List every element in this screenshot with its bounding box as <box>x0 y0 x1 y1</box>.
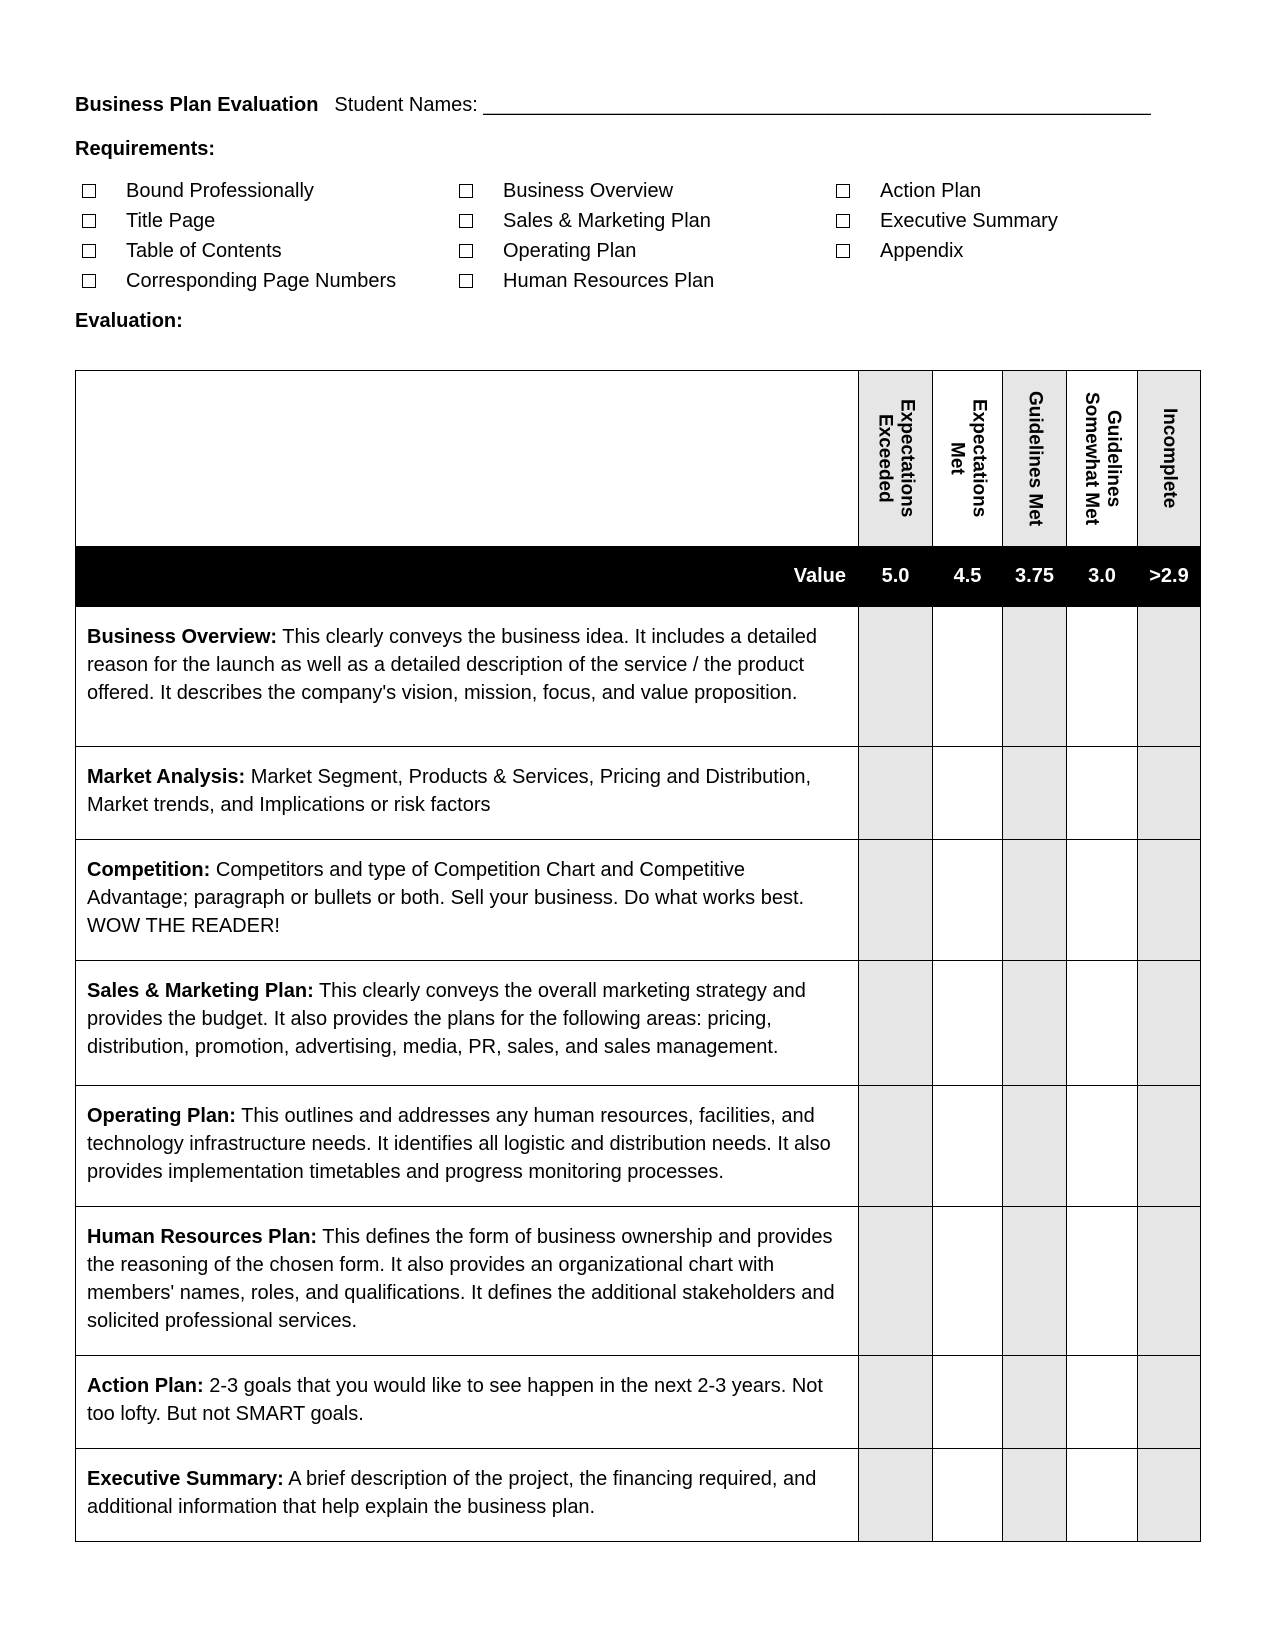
score-cell[interactable] <box>933 840 1003 961</box>
score-cell[interactable] <box>859 1207 933 1356</box>
criterion-description <box>76 607 859 747</box>
requirement-label: Title Page <box>126 209 216 232</box>
criterion-description <box>76 747 859 840</box>
score-cell[interactable] <box>1067 1086 1138 1207</box>
criterion-text: This clearly conveys the overall marketing strategy and provides the budget. It also provides the plans for the following areas: pricing, distribution, promotion, advertising, media, PR, sales, and sales management. <box>87 980 806 1058</box>
criterion-description <box>76 1356 859 1449</box>
criterion-row <box>76 1207 1201 1356</box>
requirement-label: Business Overview <box>503 179 674 202</box>
requirement-label: Corresponding Page Numbers <box>126 269 397 292</box>
requirements-column <box>829 176 1129 296</box>
requirements-column <box>75 176 452 296</box>
score-cell[interactable] <box>1138 840 1201 961</box>
score-cell[interactable] <box>1003 840 1067 961</box>
score-cell[interactable] <box>859 1449 933 1542</box>
criterion-text: This clearly conveys the business idea. It includes a detailed reason for the launch as well as a detailed description of the service / the product offered. It describes the company's vision, mission, focus, and value proposition. <box>87 626 818 704</box>
score-cell[interactable] <box>1067 1356 1138 1449</box>
score-cell[interactable] <box>1138 1086 1201 1207</box>
evaluation-label: Evaluation: <box>75 310 183 332</box>
checkbox-icon[interactable] <box>459 184 473 198</box>
checkbox-icon[interactable] <box>836 184 850 198</box>
score-cell[interactable] <box>1138 1449 1201 1542</box>
checkbox-icon[interactable] <box>836 244 850 258</box>
criterion-row <box>76 747 1201 840</box>
criterion-title: Competition: <box>87 859 211 881</box>
col-header-incomplete: Incomplete <box>1138 371 1201 547</box>
col-header-expectations-met: Expectations Met <box>933 371 1003 547</box>
score-cell[interactable] <box>1067 1449 1138 1542</box>
score-cell[interactable] <box>1067 1207 1138 1356</box>
criterion-description <box>76 1449 859 1542</box>
value-cell: 3.0 <box>1067 547 1138 607</box>
requirement-item[interactable] <box>829 176 1129 206</box>
requirements-label: Requirements: <box>75 138 216 160</box>
value-cell: 4.5 <box>933 547 1003 607</box>
requirement-item[interactable] <box>452 206 829 236</box>
criterion-title: Operating Plan: <box>87 1105 236 1127</box>
score-cell[interactable] <box>933 1449 1003 1542</box>
criterion-title: Sales & Marketing Plan: <box>87 980 314 1002</box>
score-cell[interactable] <box>859 1086 933 1207</box>
requirement-item[interactable] <box>452 266 829 296</box>
col-header-guidelines-somewhat-met: Guidelines Somewhat Met <box>1067 371 1138 547</box>
criterion-title: Human Resources Plan: <box>87 1226 318 1248</box>
criterion-text: A brief description of the project, the financing required, and additional information that help explain the business plan. <box>87 1468 817 1518</box>
score-cell[interactable] <box>933 1356 1003 1449</box>
requirement-label: Action Plan <box>880 179 982 202</box>
document-page <box>75 90 1200 336</box>
criterion-description <box>76 840 859 961</box>
score-cell[interactable] <box>1067 961 1138 1086</box>
score-cell[interactable] <box>859 961 933 1086</box>
checkbox-icon[interactable] <box>82 274 96 288</box>
checkbox-icon[interactable] <box>82 184 96 198</box>
criterion-row <box>76 840 1201 961</box>
requirement-label: Human Resources Plan <box>503 269 715 292</box>
value-cell: 5.0 <box>859 547 933 607</box>
requirement-item[interactable] <box>452 236 829 266</box>
score-cell[interactable] <box>859 747 933 840</box>
requirement-item[interactable] <box>75 266 452 296</box>
rubric-header-row <box>76 371 1201 547</box>
score-cell[interactable] <box>933 747 1003 840</box>
evaluation-rubric-table <box>75 370 1201 1542</box>
col-header-expectations-exceeded: Expectations Exceeded <box>859 371 933 547</box>
score-cell[interactable] <box>1138 607 1201 747</box>
criterion-text: This outlines and addresses any human resources, facilities, and technology infrastructure needs. It identifies all logistic and distribution needs. It also provides implementation timetables and progress monitoring processes. <box>87 1105 831 1183</box>
criterion-description <box>76 1207 859 1356</box>
score-cell[interactable] <box>1138 961 1201 1086</box>
score-cell[interactable] <box>859 840 933 961</box>
value-cell: >2.9 <box>1138 547 1201 607</box>
score-cell[interactable] <box>1138 1207 1201 1356</box>
value-label: Value <box>76 547 859 607</box>
requirement-item[interactable] <box>829 206 1129 236</box>
title-line <box>75 90 1200 120</box>
criterion-description <box>76 961 859 1086</box>
score-cell[interactable] <box>859 607 933 747</box>
score-cell[interactable] <box>1138 747 1201 840</box>
criterion-title: Action Plan: <box>87 1375 204 1397</box>
value-row <box>76 547 1201 607</box>
criterion-title: Executive Summary: <box>87 1468 284 1490</box>
requirement-label: Table of Contents <box>126 239 282 262</box>
checkbox-icon[interactable] <box>459 274 473 288</box>
checkbox-icon[interactable] <box>82 244 96 258</box>
requirement-label: Operating Plan <box>503 239 637 262</box>
criterion-text: 2-3 goals that you would like to see happen in the next 2-3 years. Not too lofty. But not SMART goals. <box>87 1375 823 1425</box>
criterion-row <box>76 1086 1201 1207</box>
requirement-label: Executive Summary <box>880 209 1058 232</box>
score-cell[interactable] <box>933 607 1003 747</box>
requirement-label: Bound Professionally <box>126 179 314 202</box>
checkbox-icon[interactable] <box>82 214 96 228</box>
score-cell[interactable] <box>1067 840 1138 961</box>
criterion-title: Business Overview: <box>87 626 278 648</box>
criterion-text: This defines the form of business ownership and provides the reasoning of the chosen form. It also provides an organizational chart with members' names, roles, and qualifications. It defines the additional stakeholders and solicited professional services. <box>87 1226 835 1332</box>
score-cell[interactable] <box>933 1086 1003 1207</box>
score-cell[interactable] <box>1003 607 1067 747</box>
requirement-item[interactable] <box>75 206 452 236</box>
requirements-column <box>452 176 829 296</box>
checkbox-icon[interactable] <box>459 214 473 228</box>
student-names-field[interactable]: Student Names: ____________________________________________________________ <box>334 94 1151 116</box>
requirement-label: Sales & Marketing Plan <box>503 209 711 232</box>
score-cell[interactable] <box>1003 1207 1067 1356</box>
criterion-row <box>76 961 1201 1086</box>
document-title: Business Plan Evaluation <box>75 94 319 116</box>
score-cell[interactable] <box>1003 1356 1067 1449</box>
criterion-row <box>76 1449 1201 1542</box>
score-cell[interactable] <box>933 961 1003 1086</box>
score-cell[interactable] <box>933 1207 1003 1356</box>
requirement-item[interactable] <box>75 176 452 206</box>
criterion-row <box>76 607 1201 747</box>
rubric-header-blank <box>76 371 859 547</box>
criterion-title: Market Analysis: <box>87 766 246 788</box>
score-cell[interactable] <box>1067 607 1138 747</box>
requirement-label: Appendix <box>880 239 964 262</box>
requirement-item[interactable] <box>452 176 829 206</box>
criterion-description <box>76 1086 859 1207</box>
score-cell[interactable] <box>1138 1356 1201 1449</box>
checkbox-icon[interactable] <box>836 214 850 228</box>
criterion-text: Market Segment, Products & Services, Pricing and Distribution, Market trends, and Implications or risk factors <box>87 766 812 816</box>
requirements-checklist <box>75 176 1200 296</box>
score-cell[interactable] <box>1003 961 1067 1086</box>
score-cell[interactable] <box>1003 1449 1067 1542</box>
requirement-item[interactable] <box>75 236 452 266</box>
value-cell: 3.75 <box>1003 547 1067 607</box>
score-cell[interactable] <box>1003 747 1067 840</box>
checkbox-icon[interactable] <box>459 244 473 258</box>
score-cell[interactable] <box>1067 747 1138 840</box>
score-cell[interactable] <box>859 1356 933 1449</box>
requirement-item[interactable] <box>829 236 1129 266</box>
criterion-text: Competitors and type of Competition Chart and Competitive Advantage; paragraph or bullets or both. Sell your business. Do what works best. WOW THE READER! <box>87 859 805 937</box>
score-cell[interactable] <box>1003 1086 1067 1207</box>
col-header-guidelines-met: Guidelines Met <box>1003 371 1067 547</box>
criterion-row <box>76 1356 1201 1449</box>
